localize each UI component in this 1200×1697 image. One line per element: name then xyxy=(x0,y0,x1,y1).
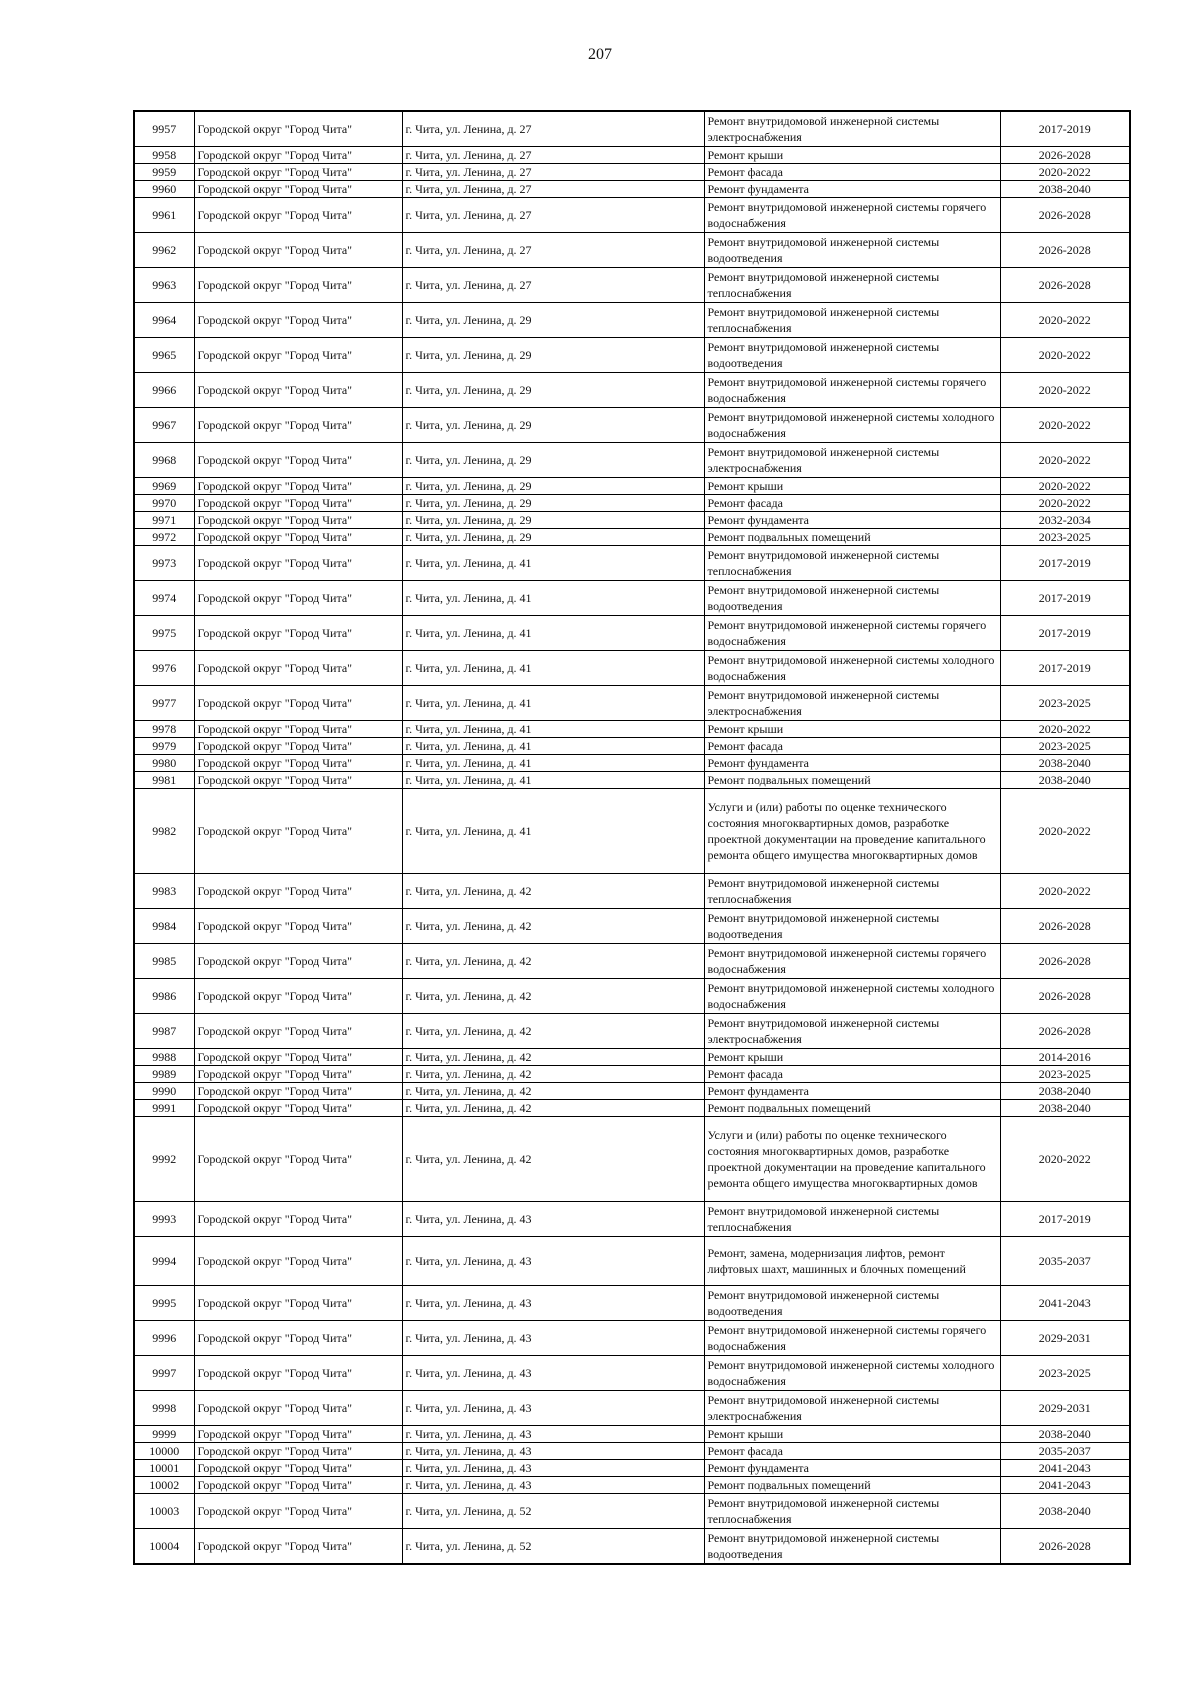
address-cell: г. Чита, ул. Ленина, д. 41 xyxy=(402,546,704,581)
work-type-cell: Ремонт фундамента xyxy=(704,1460,1000,1477)
municipality-cell: Городской округ "Город Чита" xyxy=(194,1286,402,1321)
table-row xyxy=(134,1356,1130,1391)
address-cell: г. Чита, ул. Ленина, д. 43 xyxy=(402,1202,704,1237)
work-type-cell: Ремонт фасада xyxy=(704,495,1000,512)
period-cell: 2026-2028 xyxy=(1000,944,1130,979)
municipality-cell: Городской округ "Город Чита" xyxy=(194,338,402,373)
row-number-cell: 9992 xyxy=(134,1117,194,1202)
municipality-cell: Городской округ "Город Чита" xyxy=(194,686,402,721)
municipality-cell: Городской округ "Город Чита" xyxy=(194,111,402,147)
table-row xyxy=(134,268,1130,303)
period-cell: 2023-2025 xyxy=(1000,738,1130,755)
work-type-cell: Ремонт внутридомовой инженерной системы электроснабжения xyxy=(704,1391,1000,1426)
table-row xyxy=(134,1494,1130,1529)
address-cell: г. Чита, ул. Ленина, д. 27 xyxy=(402,111,704,147)
address-cell: г. Чита, ул. Ленина, д. 27 xyxy=(402,181,704,198)
table-row xyxy=(134,529,1130,546)
table-row xyxy=(134,1426,1130,1443)
table-row xyxy=(134,1202,1130,1237)
municipality-cell: Городской округ "Город Чита" xyxy=(194,1237,402,1286)
period-cell: 2026-2028 xyxy=(1000,979,1130,1014)
address-cell: г. Чита, ул. Ленина, д. 43 xyxy=(402,1460,704,1477)
period-cell: 2017-2019 xyxy=(1000,546,1130,581)
municipality-cell: Городской округ "Город Чита" xyxy=(194,1494,402,1529)
period-cell: 2020-2022 xyxy=(1000,874,1130,909)
work-type-cell: Ремонт внутридомовой инженерной системы теплоснабжения xyxy=(704,268,1000,303)
address-cell: г. Чита, ул. Ленина, д. 29 xyxy=(402,303,704,338)
period-cell: 2020-2022 xyxy=(1000,1117,1130,1202)
period-cell: 2029-2031 xyxy=(1000,1391,1130,1426)
municipality-cell: Городской округ "Город Чита" xyxy=(194,1049,402,1066)
work-type-cell: Ремонт подвальных помещений xyxy=(704,1477,1000,1494)
municipality-cell: Городской округ "Город Чита" xyxy=(194,738,402,755)
address-cell: г. Чита, ул. Ленина, д. 43 xyxy=(402,1286,704,1321)
row-number-cell: 10000 xyxy=(134,1443,194,1460)
row-number-cell: 9966 xyxy=(134,373,194,408)
municipality-cell: Городской округ "Город Чита" xyxy=(194,909,402,944)
period-cell: 2038-2040 xyxy=(1000,1083,1130,1100)
work-type-cell: Ремонт внутридомовой инженерной системы водоотведения xyxy=(704,909,1000,944)
table-row xyxy=(134,1321,1130,1356)
address-cell: г. Чита, ул. Ленина, д. 29 xyxy=(402,443,704,478)
work-type-cell: Ремонт внутридомовой инженерной системы электроснабжения xyxy=(704,1014,1000,1049)
address-cell: г. Чита, ул. Ленина, д. 27 xyxy=(402,147,704,164)
address-cell: г. Чита, ул. Ленина, д. 42 xyxy=(402,979,704,1014)
table-row xyxy=(134,1391,1130,1426)
row-number-cell: 9969 xyxy=(134,478,194,495)
table-row xyxy=(134,443,1130,478)
work-type-cell: Ремонт внутридомовой инженерной системы холодного водоснабжения xyxy=(704,408,1000,443)
row-number-cell: 10003 xyxy=(134,1494,194,1529)
row-number-cell: 9993 xyxy=(134,1202,194,1237)
period-cell: 2023-2025 xyxy=(1000,1356,1130,1391)
period-cell: 2038-2040 xyxy=(1000,1426,1130,1443)
address-cell: г. Чита, ул. Ленина, д. 29 xyxy=(402,408,704,443)
table-row xyxy=(134,944,1130,979)
row-number-cell: 9962 xyxy=(134,233,194,268)
row-number-cell: 9964 xyxy=(134,303,194,338)
table-row xyxy=(134,581,1130,616)
address-cell: г. Чита, ул. Ленина, д. 43 xyxy=(402,1391,704,1426)
work-type-cell: Ремонт внутридомовой инженерной системы водоотведения xyxy=(704,338,1000,373)
table-row xyxy=(134,1083,1130,1100)
row-number-cell: 9999 xyxy=(134,1426,194,1443)
address-cell: г. Чита, ул. Ленина, д. 29 xyxy=(402,495,704,512)
row-number-cell: 9961 xyxy=(134,198,194,233)
work-type-cell: Ремонт крыши xyxy=(704,478,1000,495)
table-row xyxy=(134,111,1130,147)
work-type-cell: Услуги и (или) работы по оценке технического состояния многоквартирных домов, разработке проектной документации на проведение капитального ремонта общего имущества многоквартирных домов xyxy=(704,1117,1000,1202)
address-cell: г. Чита, ул. Ленина, д. 27 xyxy=(402,198,704,233)
table-row xyxy=(134,546,1130,581)
row-number-cell: 9994 xyxy=(134,1237,194,1286)
period-cell: 2017-2019 xyxy=(1000,581,1130,616)
address-cell: г. Чита, ул. Ленина, д. 27 xyxy=(402,268,704,303)
period-cell: 2017-2019 xyxy=(1000,616,1130,651)
address-cell: г. Чита, ул. Ленина, д. 42 xyxy=(402,1049,704,1066)
period-cell: 2038-2040 xyxy=(1000,181,1130,198)
table-row xyxy=(134,909,1130,944)
address-cell: г. Чита, ул. Ленина, д. 41 xyxy=(402,581,704,616)
period-cell: 2026-2028 xyxy=(1000,233,1130,268)
period-cell: 2017-2019 xyxy=(1000,1202,1130,1237)
table-row xyxy=(134,181,1130,198)
table-row xyxy=(134,1477,1130,1494)
municipality-cell: Городской округ "Город Чита" xyxy=(194,1391,402,1426)
row-number-cell: 9984 xyxy=(134,909,194,944)
municipality-cell: Городской округ "Город Чита" xyxy=(194,268,402,303)
row-number-cell: 9987 xyxy=(134,1014,194,1049)
municipality-cell: Городской округ "Город Чита" xyxy=(194,1356,402,1391)
row-number-cell: 9973 xyxy=(134,546,194,581)
address-cell: г. Чита, ул. Ленина, д. 42 xyxy=(402,874,704,909)
municipality-cell: Городской округ "Город Чита" xyxy=(194,651,402,686)
period-cell: 2035-2037 xyxy=(1000,1443,1130,1460)
table-row xyxy=(134,979,1130,1014)
row-number-cell: 9980 xyxy=(134,755,194,772)
municipality-cell: Городской округ "Город Чита" xyxy=(194,721,402,738)
municipality-cell: Городской округ "Город Чита" xyxy=(194,233,402,268)
municipality-cell: Городской округ "Город Чита" xyxy=(194,772,402,789)
period-cell: 2020-2022 xyxy=(1000,408,1130,443)
table-row xyxy=(134,495,1130,512)
work-type-cell: Ремонт внутридомовой инженерной системы теплоснабжения xyxy=(704,874,1000,909)
period-cell: 2023-2025 xyxy=(1000,1066,1130,1083)
address-cell: г. Чита, ул. Ленина, д. 43 xyxy=(402,1321,704,1356)
work-type-cell: Ремонт внутридомовой инженерной системы электроснабжения xyxy=(704,686,1000,721)
row-number-cell: 9985 xyxy=(134,944,194,979)
municipality-cell: Городской округ "Город Чита" xyxy=(194,1117,402,1202)
table-row xyxy=(134,686,1130,721)
repair-schedule-table xyxy=(133,110,1131,1565)
period-cell: 2020-2022 xyxy=(1000,495,1130,512)
work-type-cell: Ремонт внутридомовой инженерной системы холодного водоснабжения xyxy=(704,651,1000,686)
address-cell: г. Чита, ул. Ленина, д. 29 xyxy=(402,529,704,546)
row-number-cell: 9971 xyxy=(134,512,194,529)
row-number-cell: 9970 xyxy=(134,495,194,512)
period-cell: 2023-2025 xyxy=(1000,529,1130,546)
address-cell: г. Чита, ул. Ленина, д. 42 xyxy=(402,1117,704,1202)
municipality-cell: Городской округ "Город Чита" xyxy=(194,495,402,512)
period-cell: 2038-2040 xyxy=(1000,1100,1130,1117)
row-number-cell: 10004 xyxy=(134,1529,194,1565)
row-number-cell: 9997 xyxy=(134,1356,194,1391)
table-row xyxy=(134,1286,1130,1321)
municipality-cell: Городской округ "Город Чита" xyxy=(194,303,402,338)
municipality-cell: Городской округ "Город Чита" xyxy=(194,1202,402,1237)
table-row xyxy=(134,303,1130,338)
table-row xyxy=(134,147,1130,164)
address-cell: г. Чита, ул. Ленина, д. 43 xyxy=(402,1237,704,1286)
work-type-cell: Ремонт внутридомовой инженерной системы водоотведения xyxy=(704,581,1000,616)
table-row xyxy=(134,233,1130,268)
row-number-cell: 9974 xyxy=(134,581,194,616)
work-type-cell: Ремонт фасада xyxy=(704,738,1000,755)
municipality-cell: Городской округ "Город Чита" xyxy=(194,164,402,181)
period-cell: 2020-2022 xyxy=(1000,789,1130,874)
address-cell: г. Чита, ул. Ленина, д. 43 xyxy=(402,1477,704,1494)
period-cell: 2020-2022 xyxy=(1000,164,1130,181)
address-cell: г. Чита, ул. Ленина, д. 41 xyxy=(402,651,704,686)
municipality-cell: Городской округ "Город Чита" xyxy=(194,1443,402,1460)
work-type-cell: Ремонт внутридомовой инженерной системы водоотведения xyxy=(704,1529,1000,1565)
row-number-cell: 9981 xyxy=(134,772,194,789)
municipality-cell: Городской округ "Город Чита" xyxy=(194,944,402,979)
period-cell: 2020-2022 xyxy=(1000,373,1130,408)
municipality-cell: Городской округ "Город Чита" xyxy=(194,616,402,651)
row-number-cell: 9991 xyxy=(134,1100,194,1117)
table-row xyxy=(134,738,1130,755)
period-cell: 2014-2016 xyxy=(1000,1049,1130,1066)
address-cell: г. Чита, ул. Ленина, д. 52 xyxy=(402,1494,704,1529)
work-type-cell: Ремонт крыши xyxy=(704,1426,1000,1443)
municipality-cell: Городской округ "Город Чита" xyxy=(194,1066,402,1083)
municipality-cell: Городской округ "Город Чита" xyxy=(194,1083,402,1100)
address-cell: г. Чита, ул. Ленина, д. 42 xyxy=(402,1083,704,1100)
period-cell: 2038-2040 xyxy=(1000,755,1130,772)
address-cell: г. Чита, ул. Ленина, д. 43 xyxy=(402,1443,704,1460)
work-type-cell: Ремонт подвальных помещений xyxy=(704,529,1000,546)
table-row xyxy=(134,1237,1130,1286)
table-row xyxy=(134,198,1130,233)
municipality-cell: Городской округ "Город Чита" xyxy=(194,408,402,443)
row-number-cell: 9982 xyxy=(134,789,194,874)
period-cell: 2020-2022 xyxy=(1000,478,1130,495)
address-cell: г. Чита, ул. Ленина, д. 41 xyxy=(402,772,704,789)
table-row xyxy=(134,1460,1130,1477)
work-type-cell: Ремонт внутридомовой инженерной системы холодного водоснабжения xyxy=(704,1356,1000,1391)
address-cell: г. Чита, ул. Ленина, д. 42 xyxy=(402,909,704,944)
period-cell: 2026-2028 xyxy=(1000,268,1130,303)
work-type-cell: Ремонт внутридомовой инженерной системы горячего водоснабжения xyxy=(704,198,1000,233)
work-type-cell: Ремонт крыши xyxy=(704,147,1000,164)
period-cell: 2032-2034 xyxy=(1000,512,1130,529)
table-row xyxy=(134,1100,1130,1117)
municipality-cell: Городской округ "Город Чита" xyxy=(194,478,402,495)
table-row xyxy=(134,651,1130,686)
row-number-cell: 9967 xyxy=(134,408,194,443)
municipality-cell: Городской округ "Город Чита" xyxy=(194,147,402,164)
table-row xyxy=(134,408,1130,443)
row-number-cell: 9975 xyxy=(134,616,194,651)
municipality-cell: Городской округ "Город Чита" xyxy=(194,789,402,874)
table-row xyxy=(134,1014,1130,1049)
row-number-cell: 9976 xyxy=(134,651,194,686)
row-number-cell: 9998 xyxy=(134,1391,194,1426)
municipality-cell: Городской округ "Город Чита" xyxy=(194,1100,402,1117)
work-type-cell: Ремонт внутридомовой инженерной системы теплоснабжения xyxy=(704,546,1000,581)
municipality-cell: Городской округ "Город Чита" xyxy=(194,874,402,909)
work-type-cell: Ремонт внутридомовой инженерной системы горячего водоснабжения xyxy=(704,616,1000,651)
address-cell: г. Чита, ул. Ленина, д. 29 xyxy=(402,373,704,408)
period-cell: 2026-2028 xyxy=(1000,147,1130,164)
address-cell: г. Чита, ул. Ленина, д. 42 xyxy=(402,1100,704,1117)
row-number-cell: 9959 xyxy=(134,164,194,181)
row-number-cell: 9986 xyxy=(134,979,194,1014)
table-row xyxy=(134,1443,1130,1460)
table-row xyxy=(134,874,1130,909)
municipality-cell: Городской округ "Город Чита" xyxy=(194,1321,402,1356)
work-type-cell: Ремонт подвальных помещений xyxy=(704,1100,1000,1117)
period-cell: 2041-2043 xyxy=(1000,1460,1130,1477)
table-row xyxy=(134,512,1130,529)
period-cell: 2041-2043 xyxy=(1000,1477,1130,1494)
address-cell: г. Чита, ул. Ленина, д. 43 xyxy=(402,1426,704,1443)
table-row xyxy=(134,1049,1130,1066)
address-cell: г. Чита, ул. Ленина, д. 42 xyxy=(402,944,704,979)
work-type-cell: Ремонт фасада xyxy=(704,1066,1000,1083)
address-cell: г. Чита, ул. Ленина, д. 41 xyxy=(402,738,704,755)
work-type-cell: Ремонт фундамента xyxy=(704,1083,1000,1100)
address-cell: г. Чита, ул. Ленина, д. 41 xyxy=(402,789,704,874)
row-number-cell: 9965 xyxy=(134,338,194,373)
row-number-cell: 9957 xyxy=(134,111,194,147)
row-number-cell: 9989 xyxy=(134,1066,194,1083)
row-number-cell: 9988 xyxy=(134,1049,194,1066)
table-row xyxy=(134,755,1130,772)
table-row xyxy=(134,721,1130,738)
address-cell: г. Чита, ул. Ленина, д. 42 xyxy=(402,1014,704,1049)
address-cell: г. Чита, ул. Ленина, д. 41 xyxy=(402,616,704,651)
municipality-cell: Городской округ "Город Чита" xyxy=(194,979,402,1014)
address-cell: г. Чита, ул. Ленина, д. 29 xyxy=(402,512,704,529)
row-number-cell: 9996 xyxy=(134,1321,194,1356)
work-type-cell: Ремонт внутридомовой инженерной системы горячего водоснабжения xyxy=(704,1321,1000,1356)
table-row xyxy=(134,1117,1130,1202)
work-type-cell: Ремонт фасада xyxy=(704,1443,1000,1460)
row-number-cell: 9978 xyxy=(134,721,194,738)
period-cell: 2026-2028 xyxy=(1000,909,1130,944)
row-number-cell: 9968 xyxy=(134,443,194,478)
municipality-cell: Городской округ "Город Чита" xyxy=(194,443,402,478)
work-type-cell: Ремонт фундамента xyxy=(704,512,1000,529)
address-cell: г. Чита, ул. Ленина, д. 41 xyxy=(402,721,704,738)
period-cell: 2020-2022 xyxy=(1000,303,1130,338)
work-type-cell: Ремонт фундамента xyxy=(704,755,1000,772)
municipality-cell: Городской округ "Город Чита" xyxy=(194,755,402,772)
address-cell: г. Чита, ул. Ленина, д. 29 xyxy=(402,478,704,495)
work-type-cell: Ремонт внутридомовой инженерной системы горячего водоснабжения xyxy=(704,944,1000,979)
period-cell: 2017-2019 xyxy=(1000,651,1130,686)
work-type-cell: Ремонт внутридомовой инженерной системы теплоснабжения xyxy=(704,303,1000,338)
address-cell: г. Чита, ул. Ленина, д. 27 xyxy=(402,233,704,268)
row-number-cell: 9990 xyxy=(134,1083,194,1100)
page-number: 207 xyxy=(588,46,612,63)
municipality-cell: Городской округ "Город Чита" xyxy=(194,198,402,233)
period-cell: 2020-2022 xyxy=(1000,443,1130,478)
work-type-cell: Ремонт, замена, модернизация лифтов, ремонт лифтовых шахт, машинных и блочных помещений xyxy=(704,1237,1000,1286)
municipality-cell: Городской округ "Город Чита" xyxy=(194,181,402,198)
row-number-cell: 9963 xyxy=(134,268,194,303)
work-type-cell: Ремонт внутридомовой инженерной системы электроснабжения xyxy=(704,443,1000,478)
row-number-cell: 9958 xyxy=(134,147,194,164)
work-type-cell: Ремонт внутридомовой инженерной системы водоотведения xyxy=(704,233,1000,268)
municipality-cell: Городской округ "Город Чита" xyxy=(194,1426,402,1443)
period-cell: 2038-2040 xyxy=(1000,1494,1130,1529)
work-type-cell: Ремонт крыши xyxy=(704,721,1000,738)
table-row xyxy=(134,772,1130,789)
period-cell: 2035-2037 xyxy=(1000,1237,1130,1286)
work-type-cell: Ремонт подвальных помещений xyxy=(704,772,1000,789)
work-type-cell: Ремонт внутридомовой инженерной системы электроснабжения xyxy=(704,111,1000,147)
table-row xyxy=(134,338,1130,373)
municipality-cell: Городской округ "Город Чита" xyxy=(194,581,402,616)
work-type-cell: Услуги и (или) работы по оценке технического состояния многоквартирных домов, разработке проектной документации на проведение капитального ремонта общего имущества многоквартирных домов xyxy=(704,789,1000,874)
address-cell: г. Чита, ул. Ленина, д. 41 xyxy=(402,686,704,721)
address-cell: г. Чита, ул. Ленина, д. 52 xyxy=(402,1529,704,1565)
row-number-cell: 10002 xyxy=(134,1477,194,1494)
municipality-cell: Городской округ "Город Чита" xyxy=(194,1014,402,1049)
row-number-cell: 9960 xyxy=(134,181,194,198)
work-type-cell: Ремонт фундамента xyxy=(704,181,1000,198)
table-row xyxy=(134,616,1130,651)
work-type-cell: Ремонт внутридомовой инженерной системы теплоснабжения xyxy=(704,1202,1000,1237)
municipality-cell: Городской округ "Город Чита" xyxy=(194,1477,402,1494)
municipality-cell: Городской округ "Город Чита" xyxy=(194,529,402,546)
period-cell: 2017-2019 xyxy=(1000,111,1130,147)
row-number-cell: 10001 xyxy=(134,1460,194,1477)
work-type-cell: Ремонт фасада xyxy=(704,164,1000,181)
table-row xyxy=(134,373,1130,408)
period-cell: 2026-2028 xyxy=(1000,1014,1130,1049)
row-number-cell: 9983 xyxy=(134,874,194,909)
work-type-cell: Ремонт внутридомовой инженерной системы холодного водоснабжения xyxy=(704,979,1000,1014)
address-cell: г. Чита, ул. Ленина, д. 43 xyxy=(402,1356,704,1391)
period-cell: 2023-2025 xyxy=(1000,686,1130,721)
municipality-cell: Городской округ "Город Чита" xyxy=(194,546,402,581)
work-type-cell: Ремонт внутридомовой инженерной системы горячего водоснабжения xyxy=(704,373,1000,408)
period-cell: 2026-2028 xyxy=(1000,1529,1130,1565)
row-number-cell: 9972 xyxy=(134,529,194,546)
table-body xyxy=(134,111,1130,1564)
work-type-cell: Ремонт внутридомовой инженерной системы водоотведения xyxy=(704,1286,1000,1321)
row-number-cell: 9995 xyxy=(134,1286,194,1321)
period-cell: 2041-2043 xyxy=(1000,1286,1130,1321)
address-cell: г. Чита, ул. Ленина, д. 41 xyxy=(402,755,704,772)
municipality-cell: Городской округ "Город Чита" xyxy=(194,1460,402,1477)
work-type-cell: Ремонт внутридомовой инженерной системы теплоснабжения xyxy=(704,1494,1000,1529)
row-number-cell: 9979 xyxy=(134,738,194,755)
period-cell: 2038-2040 xyxy=(1000,772,1130,789)
period-cell: 2020-2022 xyxy=(1000,721,1130,738)
municipality-cell: Городской округ "Город Чита" xyxy=(194,512,402,529)
period-cell: 2026-2028 xyxy=(1000,198,1130,233)
period-cell: 2020-2022 xyxy=(1000,338,1130,373)
table-row xyxy=(134,1066,1130,1083)
table-row xyxy=(134,478,1130,495)
address-cell: г. Чита, ул. Ленина, д. 42 xyxy=(402,1066,704,1083)
table-row xyxy=(134,1529,1130,1565)
period-cell: 2029-2031 xyxy=(1000,1321,1130,1356)
municipality-cell: Городской округ "Город Чита" xyxy=(194,373,402,408)
row-number-cell: 9977 xyxy=(134,686,194,721)
address-cell: г. Чита, ул. Ленина, д. 29 xyxy=(402,338,704,373)
work-type-cell: Ремонт крыши xyxy=(704,1049,1000,1066)
table-row xyxy=(134,789,1130,874)
table-row xyxy=(134,164,1130,181)
municipality-cell: Городской округ "Город Чита" xyxy=(194,1529,402,1565)
address-cell: г. Чита, ул. Ленина, д. 27 xyxy=(402,164,704,181)
